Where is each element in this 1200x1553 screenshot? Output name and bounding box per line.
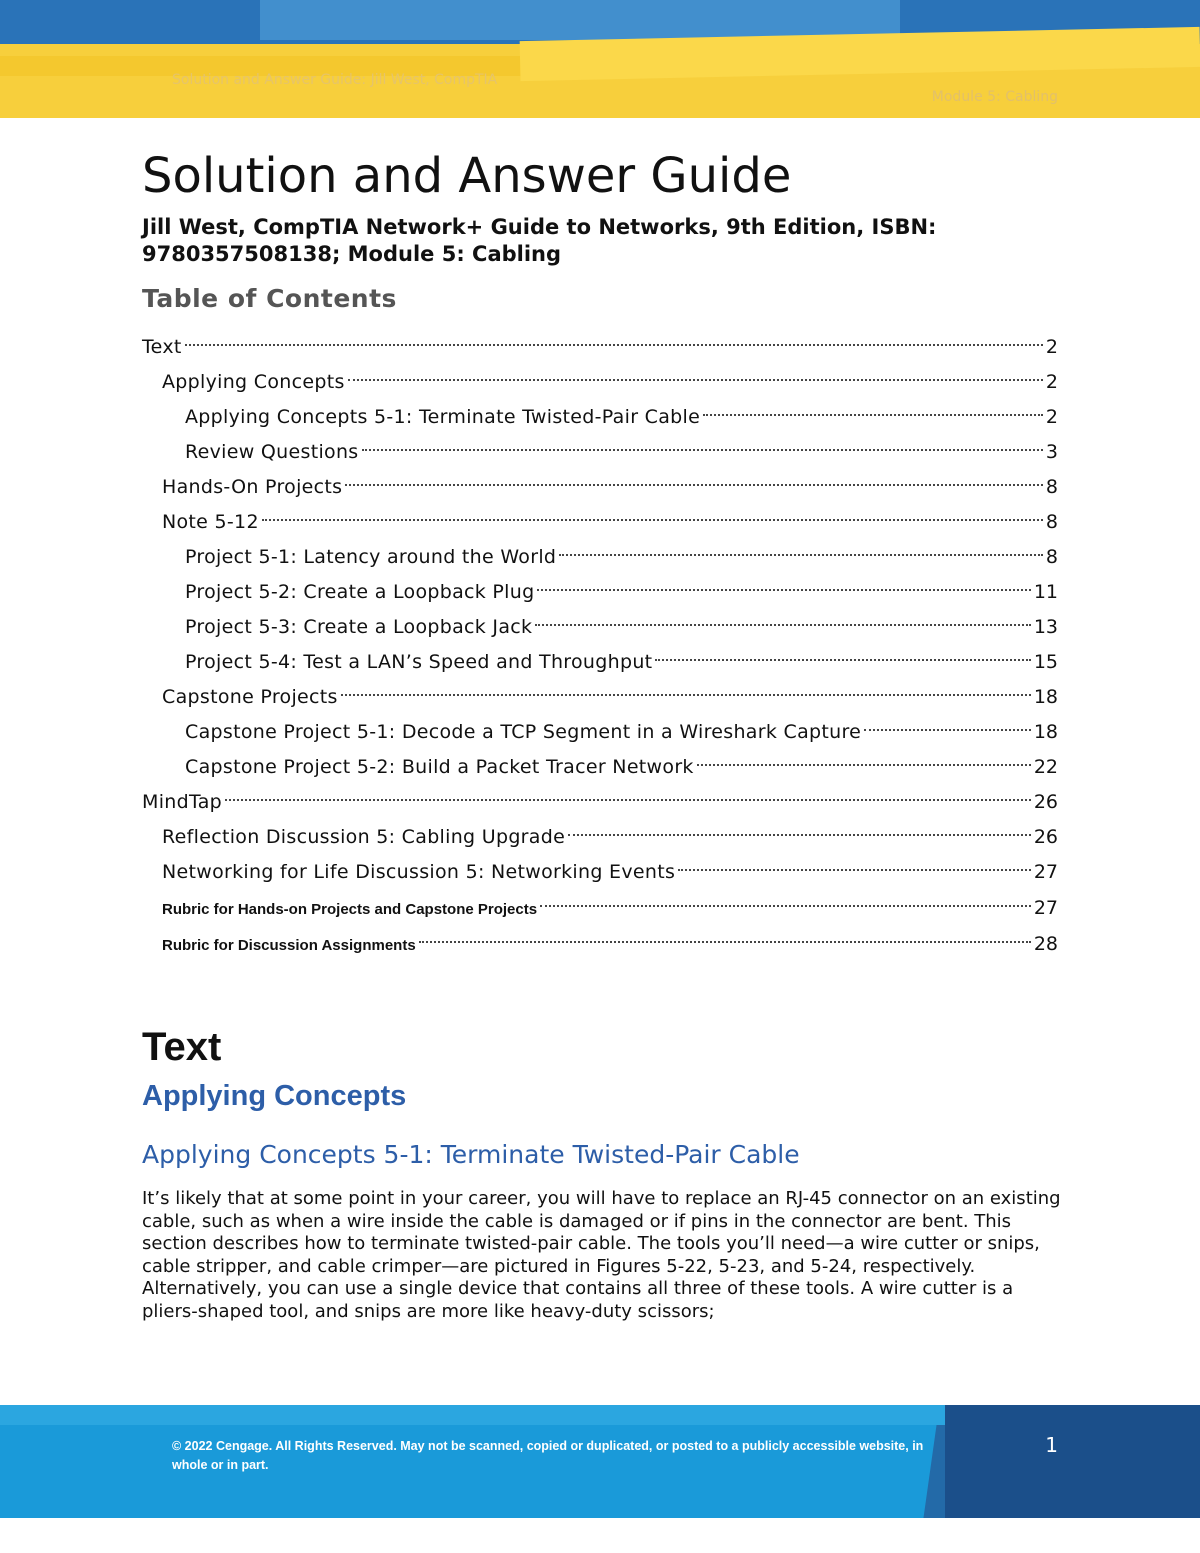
toc-leader-dots (537, 589, 1030, 591)
toc-leader-dots (697, 764, 1031, 766)
copyright-notice: © 2022 Cengage. All Rights Reserved. May not be scanned, copied or duplicated, or posted to a publicly accessible website, in whole or in part. (172, 1439, 924, 1472)
toc-leader-dots (655, 659, 1030, 661)
toc-leader-dots (341, 694, 1031, 696)
heading-text: Text (142, 1025, 222, 1069)
toc-entry-title: Text (142, 336, 182, 358)
toc-leader-dots (540, 905, 1031, 907)
heading-applying-concepts: Applying Concepts (142, 1080, 407, 1112)
toc-leader-dots (678, 869, 1031, 871)
toc-entry[interactable] (142, 330, 1058, 365)
header-blue-highlight (260, 0, 900, 40)
footer-band (0, 1405, 1200, 1518)
toc-entry-title: Note 5-12 (162, 511, 259, 533)
toc-leader-dots (864, 729, 1031, 731)
toc-entry-title: Capstone Projects (162, 686, 338, 708)
toc-entry-page: 8 (1045, 476, 1058, 498)
toc-entry[interactable] (142, 750, 1058, 785)
toc-entry-page: 3 (1045, 441, 1058, 463)
document-subtitle: Jill West, CompTIA Network+ Guide to Networks, 9th Edition, ISBN: 9780357508138; Module 5: Cabling (142, 215, 937, 266)
toc-entry[interactable] (142, 575, 1058, 610)
toc-heading: Table of Contents (142, 284, 397, 313)
toc-entry-page: 13 (1033, 616, 1058, 638)
toc-leader-dots (185, 344, 1043, 346)
toc-entry-page: 8 (1045, 546, 1058, 568)
toc-entry[interactable] (142, 715, 1058, 750)
toc-entry-page: 18 (1033, 686, 1058, 708)
toc-entry-page: 18 (1033, 721, 1058, 743)
toc-entry[interactable] (142, 505, 1058, 540)
toc-entry-page: 15 (1033, 651, 1058, 673)
toc-entry-page: 2 (1045, 336, 1058, 358)
toc-entry-title: Capstone Project 5-1: Decode a TCP Segment in a Wireshark Capture (185, 721, 862, 743)
toc-leader-dots (262, 519, 1043, 521)
toc-leader-dots (345, 484, 1043, 486)
toc-entry[interactable] (142, 610, 1058, 645)
toc-entry-title: Review Questions (185, 441, 359, 463)
body-paragraph: It’s likely that at some point in your career, you will have to replace an RJ-45 connector on an existing cable, such as when a wire inside the cable is damaged or if pins in the connector are bent. This section describes how to terminate twisted-pair cable. The tools you’ll need—a wire cutter or snips, cable stripper, and cable crimper—are pictured in Figures 5-22, 5-23, and 5-24, respectively. Alternatively, you can use a single device that contains all three of these tools. A wire cutter is a pliers-shaped tool, and snips are more like heavy-duty scissors; (142, 1188, 1061, 1322)
toc-entry-page: 8 (1045, 511, 1058, 533)
toc-entry[interactable] (142, 890, 1058, 926)
toc-entry[interactable] (142, 435, 1058, 470)
toc-entry-title: MindTap (142, 791, 223, 813)
toc-entry[interactable] (142, 400, 1058, 435)
toc-leader-dots (535, 624, 1030, 626)
toc-leader-dots (225, 799, 1031, 801)
toc-leader-dots (419, 941, 1031, 943)
toc-entry-title: Hands-On Projects (162, 476, 343, 498)
header-band (0, 0, 1200, 118)
toc-leader-dots (568, 834, 1031, 836)
toc-entry-page: 27 (1033, 861, 1058, 883)
toc-leader-dots (348, 379, 1043, 381)
toc-entry-title: Applying Concepts 5-1: Terminate Twisted-Pair Cable (185, 406, 701, 428)
toc-entry[interactable] (142, 365, 1058, 400)
toc-entry-title: Rubric for Discussion Assignments (162, 937, 416, 954)
toc-entry-page: 2 (1045, 406, 1058, 428)
toc-entry[interactable] (142, 820, 1058, 855)
toc-leader-dots (703, 414, 1043, 416)
toc-entry[interactable] (142, 540, 1058, 575)
toc-entry-page: 2 (1045, 371, 1058, 393)
toc-entry-title: Project 5-1: Latency around the World (185, 546, 557, 568)
toc-entry-page: 11 (1033, 581, 1058, 603)
footer-dark-block (945, 1405, 1200, 1518)
running-header-left: Solution and Answer Guide: Jill West, CompTIA (172, 72, 498, 88)
toc-entry-title: Applying Concepts (162, 371, 345, 393)
toc-entry-title: Project 5-2: Create a Loopback Plug (185, 581, 535, 603)
toc-entry[interactable] (142, 470, 1058, 505)
footer-light-stripe (0, 1405, 960, 1425)
page-number: 1 (1045, 1433, 1058, 1457)
toc-entry[interactable] (142, 785, 1058, 820)
toc-leader-dots (559, 554, 1043, 556)
toc-entry-page: 22 (1033, 756, 1058, 778)
toc-entry-title: Reflection Discussion 5: Cabling Upgrade (162, 826, 566, 848)
running-header-right: Module 5: Cabling (931, 89, 1058, 105)
toc-entry[interactable] (142, 645, 1058, 680)
toc-entry-page: 26 (1033, 791, 1058, 813)
toc-leader-dots (362, 449, 1043, 451)
toc-entry-title: Capstone Project 5-2: Build a Packet Tracer Network (185, 756, 694, 778)
toc-entry-page: 28 (1033, 933, 1058, 955)
toc-entry-page: 26 (1033, 826, 1058, 848)
heading-applying-concepts-5-1: Applying Concepts 5-1: Terminate Twisted-Pair Cable (142, 1140, 800, 1169)
toc-entry[interactable] (142, 926, 1058, 962)
toc-entry-title: Networking for Life Discussion 5: Networking Events (162, 861, 676, 883)
toc-entry-page: 27 (1033, 897, 1058, 919)
toc-entry-title: Project 5-3: Create a Loopback Jack (185, 616, 533, 638)
toc-entry[interactable] (142, 680, 1058, 715)
toc-entry[interactable] (142, 855, 1058, 890)
toc-entry-title: Rubric for Hands-on Projects and Capstone Projects (162, 901, 538, 918)
table-of-contents (142, 330, 1058, 962)
document-title: Solution and Answer Guide (142, 148, 792, 204)
toc-entry-title: Project 5-4: Test a LAN’s Speed and Throughput (185, 651, 653, 673)
